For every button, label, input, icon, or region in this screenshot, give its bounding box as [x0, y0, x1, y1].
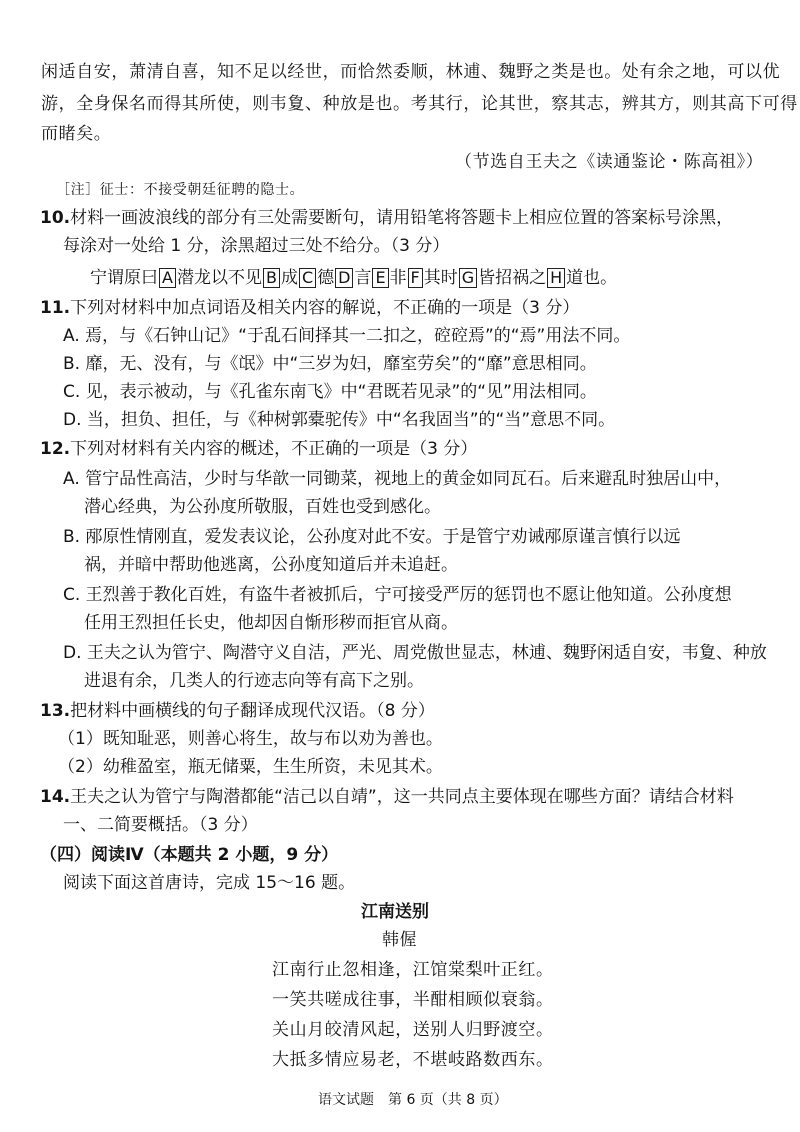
sentence-13-2: （2）幼稚盈室，瓶无储粟，生生所资，未见其术。: [58, 757, 443, 777]
passage-line-1: 闲适自安，萧清自喜，知不足以经世，而恰然委顺，林逋、魏野之类是也。处有余之地，可以优: [41, 62, 781, 82]
passage-line-3: 而睹矣。: [41, 124, 112, 144]
segment: 宁谓原曰: [90, 268, 158, 288]
answer-mark-b: B: [263, 268, 280, 288]
answer-mark-f: F: [408, 268, 423, 288]
poem-title: 江南送别: [361, 902, 429, 922]
segment: 非: [389, 268, 407, 288]
option-12-c-line-2: 任用王烈担任长史，他却因自惭形秽而拒官从商。: [84, 613, 458, 633]
question-text: 下列对材料中加点词语及相关内容的解说，不正确的一项是（3 分）: [70, 298, 580, 318]
option-11-b: B. 靡，无、没有，与《氓》中“三岁为妇，靡室劳矣”的“靡”意思相同。: [63, 354, 597, 374]
question-10: [40, 208, 733, 228]
answer-mark-h: H: [547, 268, 565, 288]
question-number: 10.: [40, 208, 71, 228]
option-12-d-line-1: D. 王夫之认为管宁、陶潜守义自洁，严光、周党傲世显志，林逋、魏野闲适自安，韦夐、种放: [63, 643, 767, 663]
passage-line-2: 游，全身保名而得其所使，则韦夐、种放是也。考其行，论其世，察其志，辨其方，则其高下可得: [41, 94, 798, 114]
question-10-line-2: 每涂对一处给 1 分，涂黑超过三处不给分。（3 分）: [63, 236, 450, 256]
option-12-a-line-2: 潜心经典，为公孙度所敬服，百姓也受到感化。: [84, 497, 441, 517]
option-11-a: A. 焉，与《石钟山记》“于乱石间择其一二扣之，硿硿焉”的“焉”用法不同。: [63, 326, 631, 346]
question-number: 13.: [40, 701, 71, 721]
segment: 成: [280, 268, 298, 288]
answer-mark-d: D: [335, 268, 353, 288]
segment: 德: [317, 268, 335, 288]
sentence-13-1: （1）既知耻恶，则善心将生，故与布以劝为善也。: [58, 729, 443, 749]
question-text: 王夫之认为管宁与陶潜都能“洁己以自靖”，这一共同点主要体现在哪些方面？请结合材料: [70, 787, 734, 807]
segment: 潜龙以不见: [176, 268, 262, 288]
question-11: [40, 298, 579, 318]
option-12-c-line-1: C. 王烈善于教化百姓，有盗牛者被抓后，宁可接受严厉的惩罚也不愿让他知道。公孙度想: [63, 585, 732, 605]
option-12-d-line-2: 进退有余，几类人的行迹志向等有高下之别。: [84, 671, 424, 691]
question-12: [40, 439, 477, 459]
poem-author: 韩偓: [382, 930, 418, 950]
poem-line-1: 江南行止忽相逢，江馆棠梨叶正红。: [272, 960, 554, 980]
answer-mark-g: G: [459, 268, 477, 288]
punctuation-sentence: [90, 268, 617, 288]
segment: 道也。: [566, 268, 618, 288]
poem-line-3: 关山月皎清风起，送别人归野渡空。: [272, 1020, 554, 1040]
section-4-title: （四）阅读Ⅳ（本题共 2 小题，9 分）: [40, 845, 339, 865]
section-4-instruction: 阅读下面这首唐诗，完成 15～16 题。: [63, 873, 356, 893]
answer-mark-e: E: [372, 268, 388, 288]
option-12-b-line-2: 祸，并暗中帮助他逃离，公孙度知道后并未追赶。: [84, 555, 458, 575]
question-text: 把材料中画横线的句子翻译成现代汉语。（8 分）: [70, 701, 435, 721]
poem-line-4: 大抵多情应易老，不堪岐路数西东。: [272, 1050, 554, 1070]
answer-mark-c: C: [299, 268, 316, 288]
question-14-line-2: 一、二简要概括。（3 分）: [63, 815, 258, 835]
segment: 言: [354, 268, 372, 288]
passage-source: （节选自王夫之《读通鉴论・陈高祖》）: [455, 152, 764, 172]
segment: 皆招祸之: [478, 268, 547, 288]
answer-mark-a: A: [159, 268, 176, 288]
option-12-a-line-1: A. 管宁品性高洁，少时与华歆一同锄菜，视地上的黄金如同瓦石。后来避乱时独居山中，: [63, 469, 732, 489]
question-14: [40, 787, 734, 807]
option-11-c: C. 见，表示被动，与《孔雀东南飞》中“君既若见录”的“见”用法相同。: [63, 382, 597, 402]
poem-line-2: 一笑共嗟成往事，半酣相顾似衰翁。: [272, 990, 554, 1010]
question-text: 材料一画波浪线的部分有三处需要断句，请用铅笔将答题卡上相应位置的答案标号涂黑，: [70, 208, 734, 228]
question-text: 下列对材料有关内容的概述，不正确的一项是（3 分）: [70, 439, 478, 459]
question-13: [40, 701, 435, 721]
option-11-d: D. 当，担负、担任，与《种树郭橐驼传》中“名我固当”的“当”意思不同。: [63, 410, 616, 430]
segment: 其时: [423, 268, 458, 288]
question-number: 11.: [40, 298, 71, 318]
option-12-b-line-1: B. 邴原性情刚直，爱发表议论，公孙度对此不安。于是管宁劝诫邴原谨言慎行以远: [63, 527, 681, 547]
page-footer: 语文试题 第 6 页（共 8 页）: [318, 1092, 508, 1108]
question-number: 12.: [40, 439, 71, 459]
question-number: 14.: [40, 787, 71, 807]
passage-note: ［注］征士：不接受朝廷征聘的隐士。: [56, 182, 305, 198]
